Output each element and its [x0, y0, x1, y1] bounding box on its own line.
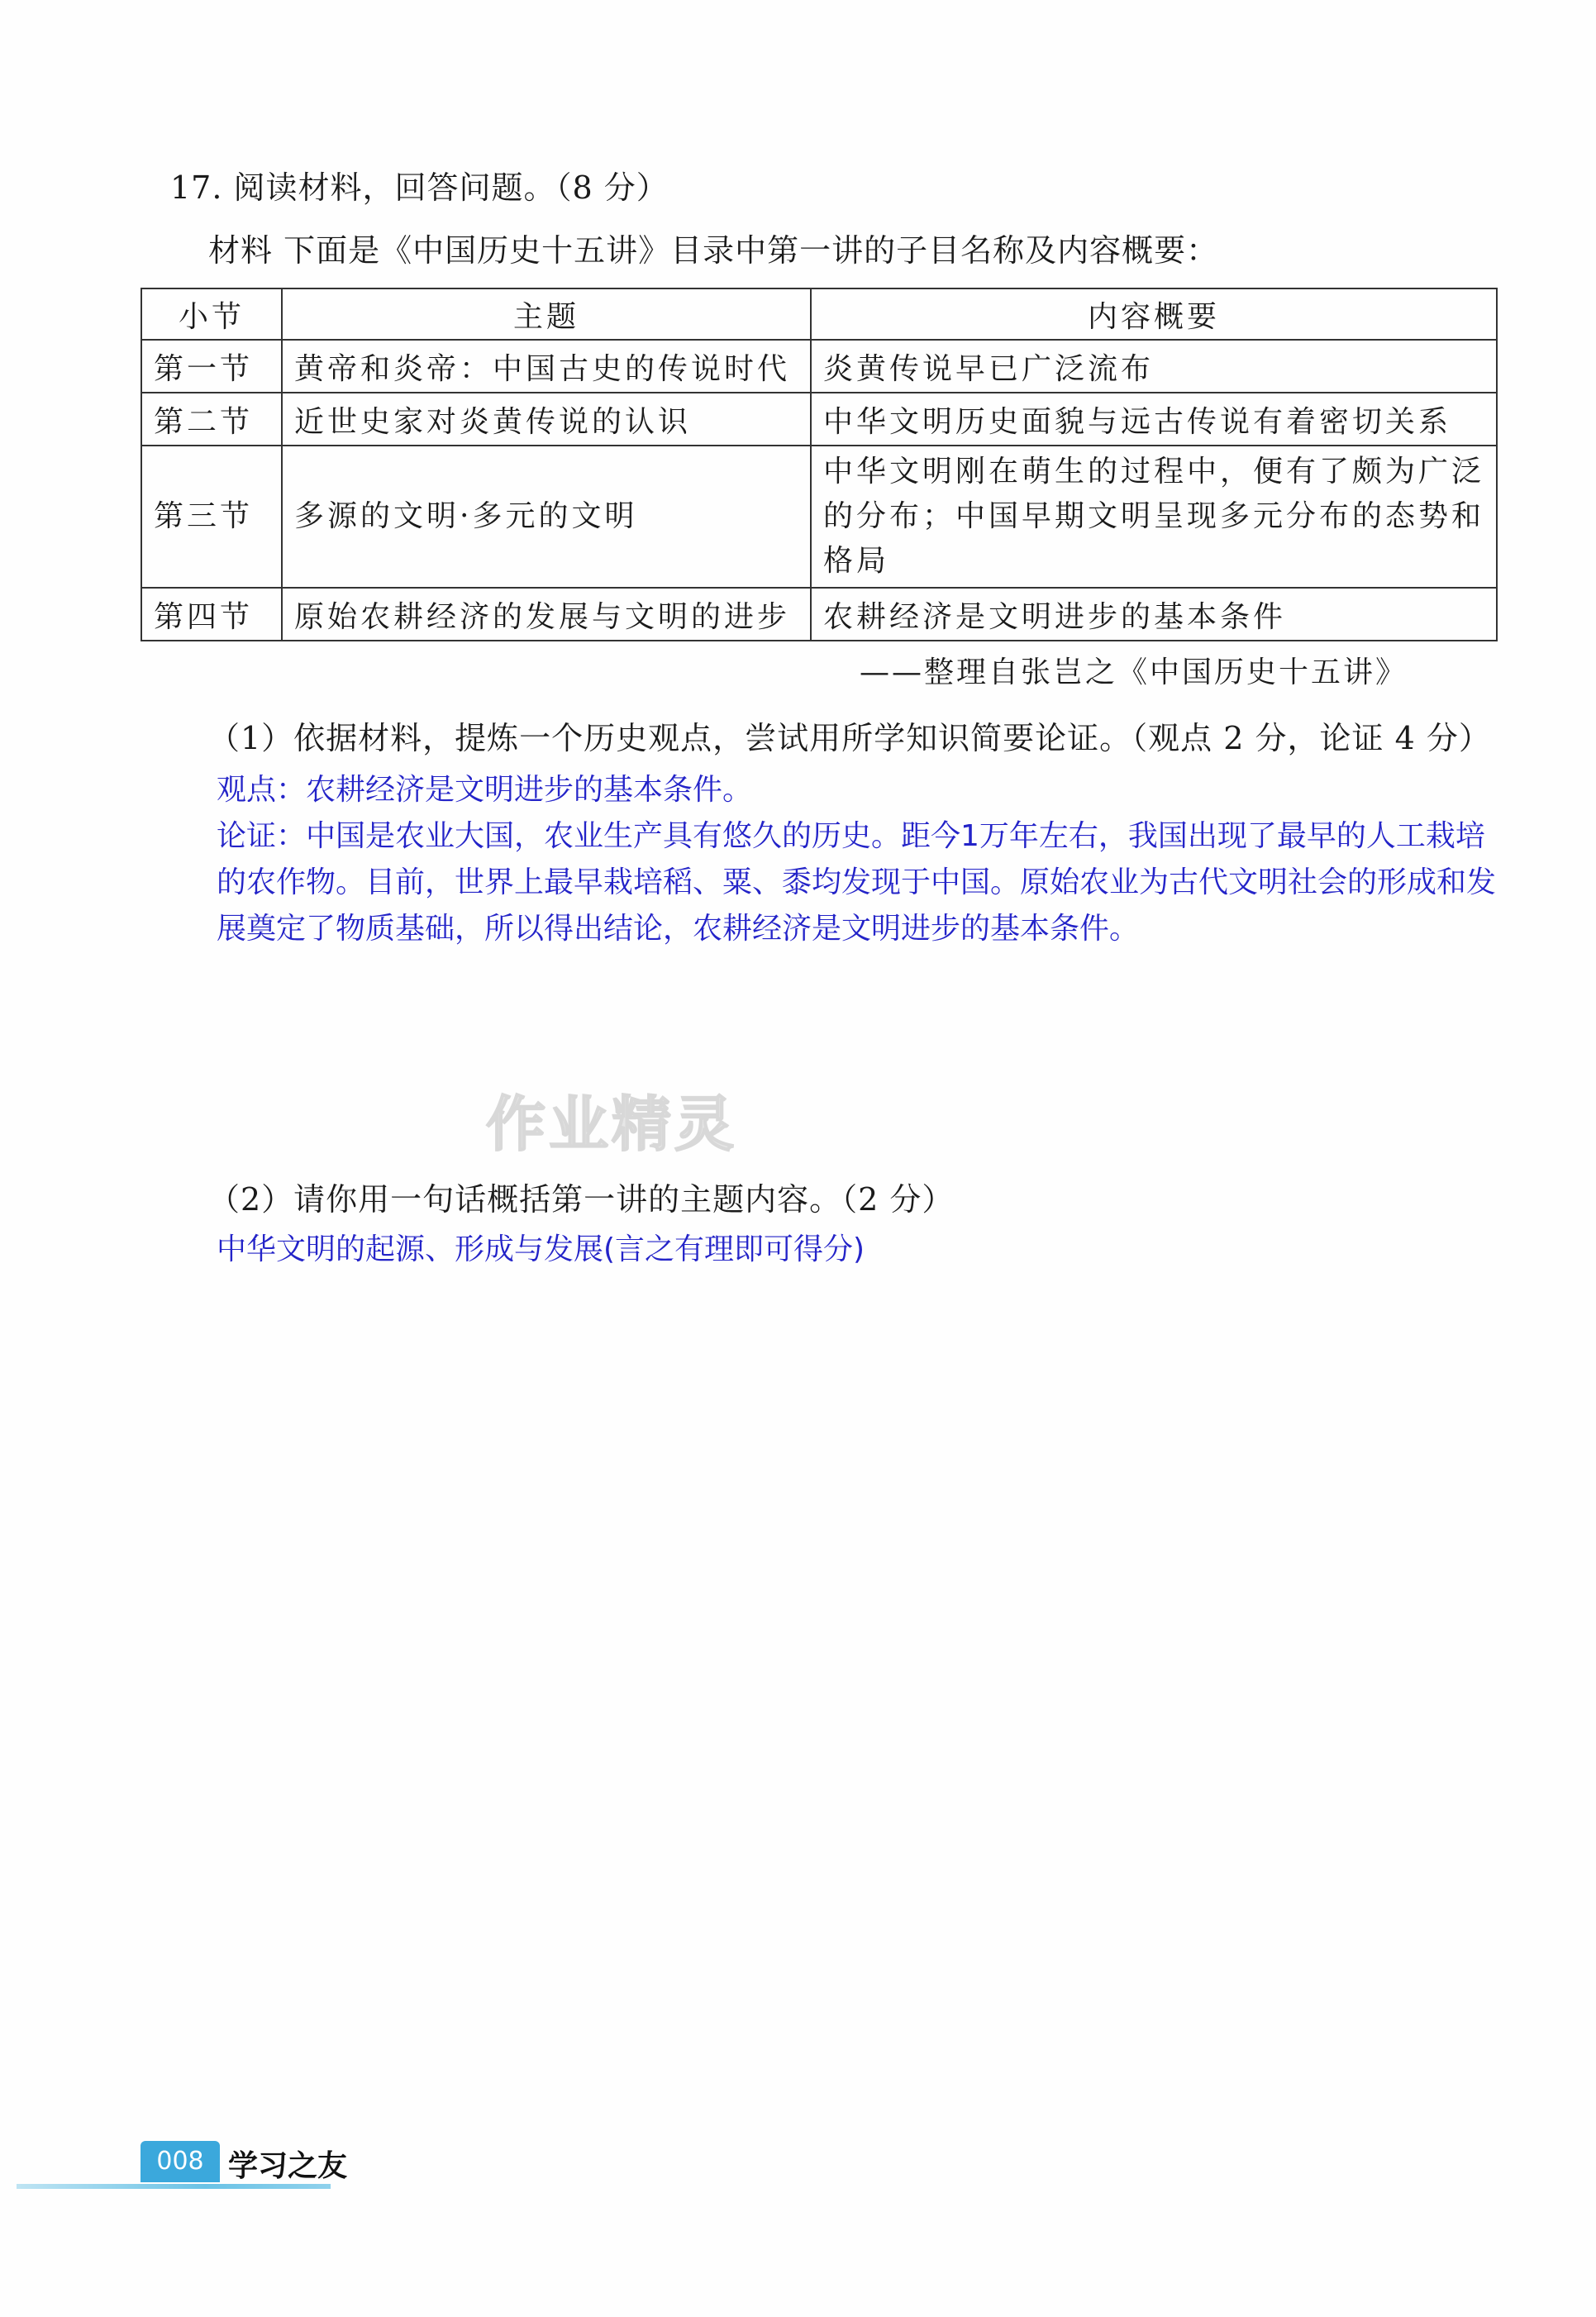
- header-summary: 内容概要: [811, 288, 1497, 340]
- header-topic: 主题: [282, 288, 811, 340]
- row-summary: 炎黄传说早已广泛流布: [811, 340, 1497, 393]
- question-title: 17. 阅读材料，回答问题。（8 分）: [170, 169, 669, 206]
- row-topic: 黄帝和炎帝：中国古史的传说时代: [282, 340, 811, 393]
- header-section: 小节: [141, 288, 282, 340]
- row-topic: 近世史家对炎黄传说的认识: [282, 393, 811, 446]
- row-section: 第二节: [141, 393, 282, 446]
- answer-2: 中华文明的起源、形成与发展(言之有理即可得分): [217, 1232, 865, 1266]
- table-row: [141, 446, 1497, 588]
- sub-question-2: （2）请你用一句话概括第一讲的主题内容。（2 分）: [208, 1181, 955, 1218]
- page-number: 008: [141, 2141, 220, 2182]
- book-name: 学习之友: [228, 2148, 348, 2183]
- answer-1-argument: 论证：中国是农业大国，农业生产具有悠久的历史。距今1万年左右，我国出现了最早的人工栽培的农作物。目前，世界上最早栽培稻、粟、黍均发现于中国。原始农业为古代文明社会的形成和发展奠定了物质基础，所以得出结论，农耕经济是文明进步的基本条件。: [217, 819, 1497, 946]
- row-summary: 农耕经济是文明进步的基本条件: [811, 588, 1497, 641]
- table-header-row: [141, 288, 1497, 340]
- row-topic: 多源的文明·多元的文明: [282, 446, 811, 588]
- material-intro: 材料 下面是《中国历史十五讲》目录中第一讲的子目名称及内容概要：: [208, 232, 1219, 269]
- answer-1-viewpoint: 观点：农耕经济是文明进步的基本条件。: [217, 773, 753, 807]
- row-topic: 原始农耕经济的发展与文明的进步: [282, 588, 811, 641]
- row-section: 第一节: [141, 340, 282, 393]
- row-section: 第三节: [141, 446, 282, 588]
- watermark-logo: 作业精灵: [486, 1089, 738, 1159]
- row-summary: 中华文明历史面貌与远古传说有着密切关系: [811, 393, 1497, 446]
- table-row: [141, 588, 1497, 641]
- toc-table: [141, 288, 1498, 641]
- row-summary: 中华文明刚在萌生的过程中，便有了颇为广泛的分布；中国早期文明呈现多元分布的态势和格局: [811, 446, 1497, 588]
- row-section: 第四节: [141, 588, 282, 641]
- table-row: [141, 340, 1497, 393]
- table-row: [141, 393, 1497, 446]
- source-citation: ——整理自张岂之《中国历史十五讲》: [859, 656, 1408, 689]
- sub-question-1: （1）依据材料，提炼一个历史观点，尝试用所学知识简要论证。（观点 2 分，论证 4 分）: [208, 720, 1491, 756]
